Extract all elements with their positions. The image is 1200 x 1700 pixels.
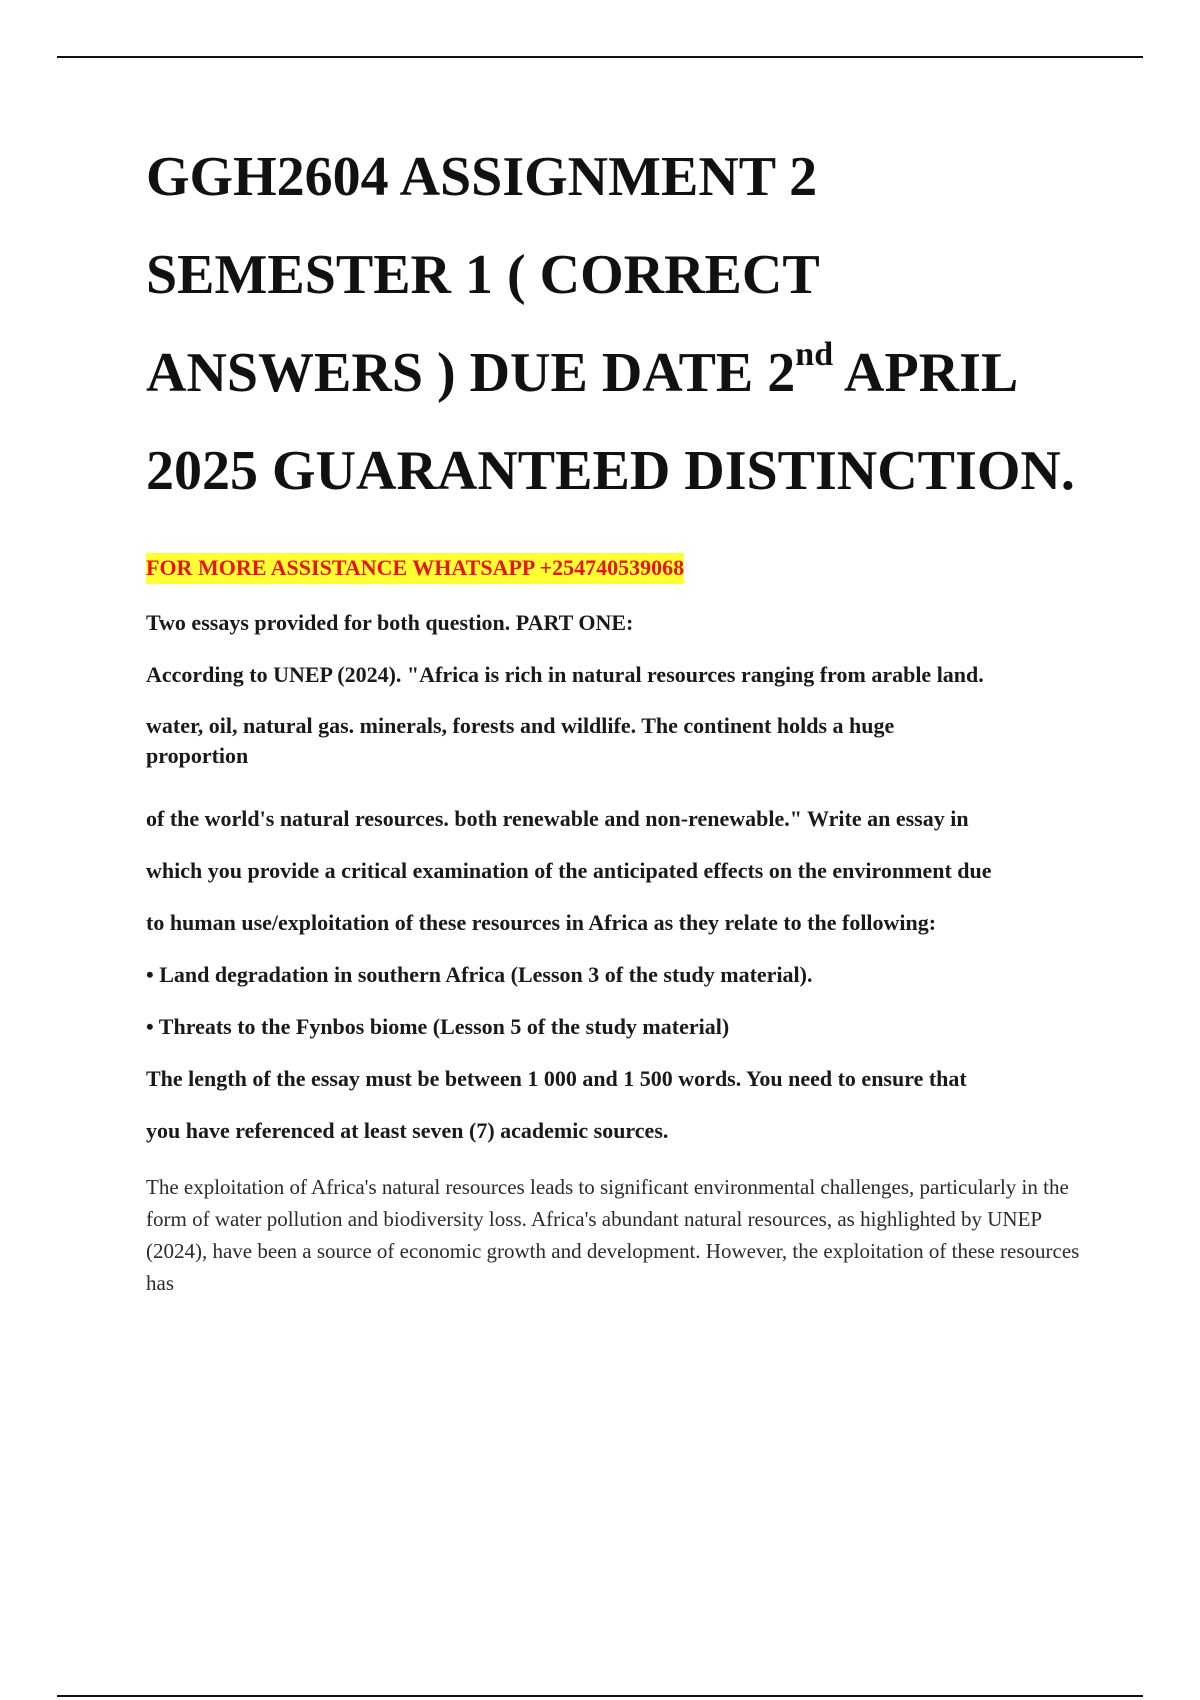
question-bullet-1: • Land degradation in southern Africa (Lesson 3 of the study material).	[146, 962, 813, 987]
document-title	[146, 128, 1126, 520]
question-intro: Two essays provided for both question. PART ONE:	[146, 610, 634, 635]
title-line-2: SEMESTER 1 ( CORRECT	[146, 244, 820, 306]
document-content	[146, 128, 1126, 1320]
title-line-3	[146, 324, 1126, 422]
title-ordinal-suffix: nd	[795, 336, 834, 374]
requirement-line-2: you have referenced at least seven (7) academic sources.	[146, 1118, 669, 1143]
title-line-3-end: APRIL	[833, 342, 1019, 404]
question-line-5: to human use/exploitation of these resources in Africa as they relate to the following:	[146, 910, 937, 935]
question-line-2b: proportion	[146, 743, 249, 768]
question-bullet-2: • Threats to the Fynbos biome (Lesson 5 of the study material)	[146, 1014, 730, 1039]
title-line-3-start: ANSWERS ) DUE DATE 2	[146, 342, 796, 404]
top-rule	[57, 56, 1143, 58]
bottom-rule	[57, 1695, 1143, 1697]
assistance-text: FOR MORE ASSISTANCE WHATSAPP +254740539068	[146, 553, 684, 584]
question-line-4: which you provide a critical examination of the anticipated effects on the environment due	[146, 858, 992, 883]
question-block	[146, 597, 1126, 1157]
question-line-1: According to UNEP (2024). "Africa is rich in natural resources ranging from arable land.	[146, 662, 984, 687]
question-line-3: of the world's natural resources. both renewable and non-renewable." Write an essay in	[146, 806, 969, 831]
requirement-line-1: The length of the essay must be between 1 000 and 1 500 words. You need to ensure that	[146, 1066, 967, 1091]
assistance-banner	[146, 553, 1126, 583]
title-line-1: GGH2604 ASSIGNMENT 2	[146, 146, 818, 208]
title-line-4: 2025 GUARANTEED DISTINCTION.	[146, 440, 1075, 502]
question-line-2: water, oil, natural gas. minerals, forests and wildlife. The continent holds a huge	[146, 713, 895, 738]
essay-paragraph: The exploitation of Africa's natural resources leads to significant environmental challenges, particularly in the form of water pollution and biodiversity loss. Africa's abundant natural resources, as highlighted by UNEP (2024), have been a source of economic growth and development. However, the exploitation of these resources has	[146, 1175, 1080, 1295]
